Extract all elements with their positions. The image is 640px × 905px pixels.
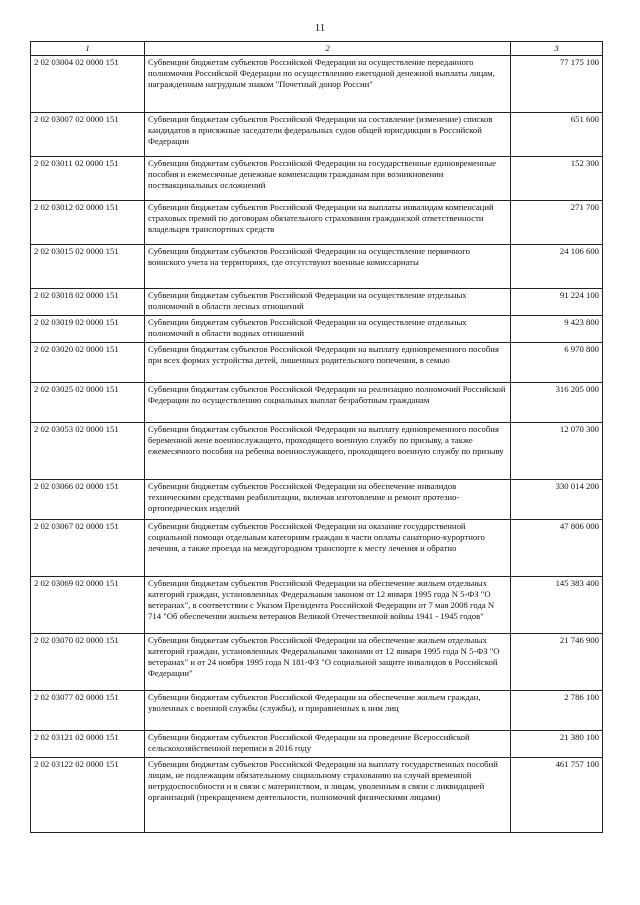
table-row [31,245,603,289]
table-row [31,423,603,480]
table-row [31,731,603,758]
row-description: Субвенции бюджетам субъектов Российской Федерации на реализацию полномочий Российской Федерации по осуществлению социальных выплат безработным гражданам [145,383,511,423]
row-code: 2 02 03025 02 0000 151 [31,383,145,423]
row-description: Субвенции бюджетам субъектов Российской Федерации на составление (изменение) списков кандидатов в присяжные заседатели федеральных судов общей юрисдикции в Российской Федерации [145,113,511,157]
row-code: 2 02 03122 02 0000 151 [31,758,145,833]
row-amount: 77 175 100 [511,56,603,113]
page-number: 11 [314,22,326,34]
row-description: Субвенции бюджетам субъектов Российской Федерации на обеспечение инвалидов техническими средствами реабилитации, включая изготовление и ремонт протезно-ортопедических изделий [145,480,511,520]
row-amount: 9 423 800 [511,316,603,343]
row-code: 2 02 03012 02 0000 151 [31,201,145,245]
row-code: 2 02 03004 02 0000 151 [31,56,145,113]
column-header-code: 1 [31,42,145,56]
row-amount: 21 746 900 [511,634,603,691]
row-amount: 330 014 200 [511,480,603,520]
row-description: Субвенции бюджетам субъектов Российской Федерации на выплаты инвалидам компенсаций страховых премий по договорам обязательного страхования гражданской ответственности владельцев транспортных средств [145,201,511,245]
column-header-name: 2 [145,42,511,56]
row-code: 2 02 03053 02 0000 151 [31,423,145,480]
row-amount: 21 380 100 [511,731,603,758]
row-amount: 145 383 400 [511,577,603,634]
column-header-amount: 3 [511,42,603,56]
row-amount: 461 757 100 [511,758,603,833]
row-code: 2 02 03007 02 0000 151 [31,113,145,157]
table-row [31,634,603,691]
row-description: Субвенции бюджетам субъектов Российской Федерации на осуществление отдельных полномочий в области водных отношений [145,316,511,343]
row-code: 2 02 03121 02 0000 151 [31,731,145,758]
row-amount: 24 106 600 [511,245,603,289]
row-amount: 2 786 100 [511,691,603,731]
row-amount: 152 300 [511,157,603,201]
table-row [31,383,603,423]
table-row [31,113,603,157]
table-row [31,289,603,316]
row-description: Субвенции бюджетам субъектов Российской Федерации на проведение Всероссийской сельскохозяйственной переписи в 2016 году [145,731,511,758]
row-amount: 47 806 000 [511,520,603,577]
table-row [31,577,603,634]
row-description: Субвенции бюджетам субъектов Российской Федерации на осуществление переданного полномочия Российской Федерации по осуществлению ежегодной денежной выплаты лицам, награжденным нагрудным знаком "Почетный донор России" [145,56,511,113]
subventions-table [30,41,603,833]
row-description: Субвенции бюджетам субъектов Российской Федерации на оказание государственной социальной помощи отдельным категориям граждан в части оплаты санаторно-курортного лечения, а также проезда на междугородном транспорте к месту лечения и обратно [145,520,511,577]
table-row [31,520,603,577]
row-description: Субвенции бюджетам субъектов Российской Федерации на выплату государственных пособий лицам, не подлежащим обязательному социальному страхованию на случай временной нетрудоспособности и в связи с материнством, и лицам, уволенным в связи с ликвидацией организаций (прекращением деятельности, полномочий физическими лицами) [145,758,511,833]
table-row [31,691,603,731]
row-description: Субвенции бюджетам субъектов Российской Федерации на обеспечение жильем отдельных категорий граждан, установленных Федеральным законом от 12 января 1995 года N 5-ФЗ "О ветеранах", в соответствии с Указом Президента Российской Федерации от 7 мая 2008 года N 714 "Об обеспечении жильем ветеранов Великой Отечественной войны 1941 - 1945 годов" [145,577,511,634]
row-code: 2 02 03019 02 0000 151 [31,316,145,343]
row-amount: 271 700 [511,201,603,245]
table-row [31,758,603,833]
row-description: Субвенции бюджетам субъектов Российской Федерации на выплату единовременного пособия при всех формах устройства детей, лишенных родительского попечения, в семью [145,343,511,383]
row-code: 2 02 03015 02 0000 151 [31,245,145,289]
table-row [31,201,603,245]
row-code: 2 02 03020 02 0000 151 [31,343,145,383]
row-description: Субвенции бюджетам субъектов Российской Федерации на государственные единовременные пособия и ежемесячные денежные компенсации гражданам при возникновении поствакцинальных осложнений [145,157,511,201]
row-amount: 651 600 [511,113,603,157]
row-code: 2 02 03018 02 0000 151 [31,289,145,316]
row-amount: 6 970 800 [511,343,603,383]
row-code: 2 02 03011 02 0000 151 [31,157,145,201]
table-header-row [31,42,603,56]
table-row [31,343,603,383]
row-description: Субвенции бюджетам субъектов Российской Федерации на выплату единовременного пособия беременной жене военнослужащего, проходящего военную службу по призыву, а также ежемесячного пособия на ребенка военнослужащего, проходящего военную службу по призыву [145,423,511,480]
table-row [31,157,603,201]
row-code: 2 02 03066 02 0000 151 [31,480,145,520]
row-code: 2 02 03067 02 0000 151 [31,520,145,577]
row-amount: 316 205 000 [511,383,603,423]
row-description: Субвенции бюджетам субъектов Российской Федерации на обеспечение жильем граждан, уволенных с военной службы (службы), и приравненных к ним лиц [145,691,511,731]
row-amount: 12 070 300 [511,423,603,480]
row-amount: 91 224 100 [511,289,603,316]
row-description: Субвенции бюджетам субъектов Российской Федерации на осуществление первичного воинского учета на территориях, где отсутствуют военные комиссариаты [145,245,511,289]
row-code: 2 02 03070 02 0000 151 [31,634,145,691]
table-row [31,316,603,343]
table-row [31,56,603,113]
row-code: 2 02 03077 02 0000 151 [31,691,145,731]
table-row [31,480,603,520]
row-code: 2 02 03069 02 0000 151 [31,577,145,634]
row-description: Субвенции бюджетам субъектов Российской Федерации на осуществление отдельных полномочий в области лесных отношений [145,289,511,316]
row-description: Субвенции бюджетам субъектов Российской Федерации на обеспечение жильем отдельных категорий граждан, установленных Федеральными законами от 12 января 1995 года N 5-ФЗ "О ветеранах" и от 24 ноября 1995 года N 181-ФЗ "О социальной защите инвалидов в Российской Федерации" [145,634,511,691]
